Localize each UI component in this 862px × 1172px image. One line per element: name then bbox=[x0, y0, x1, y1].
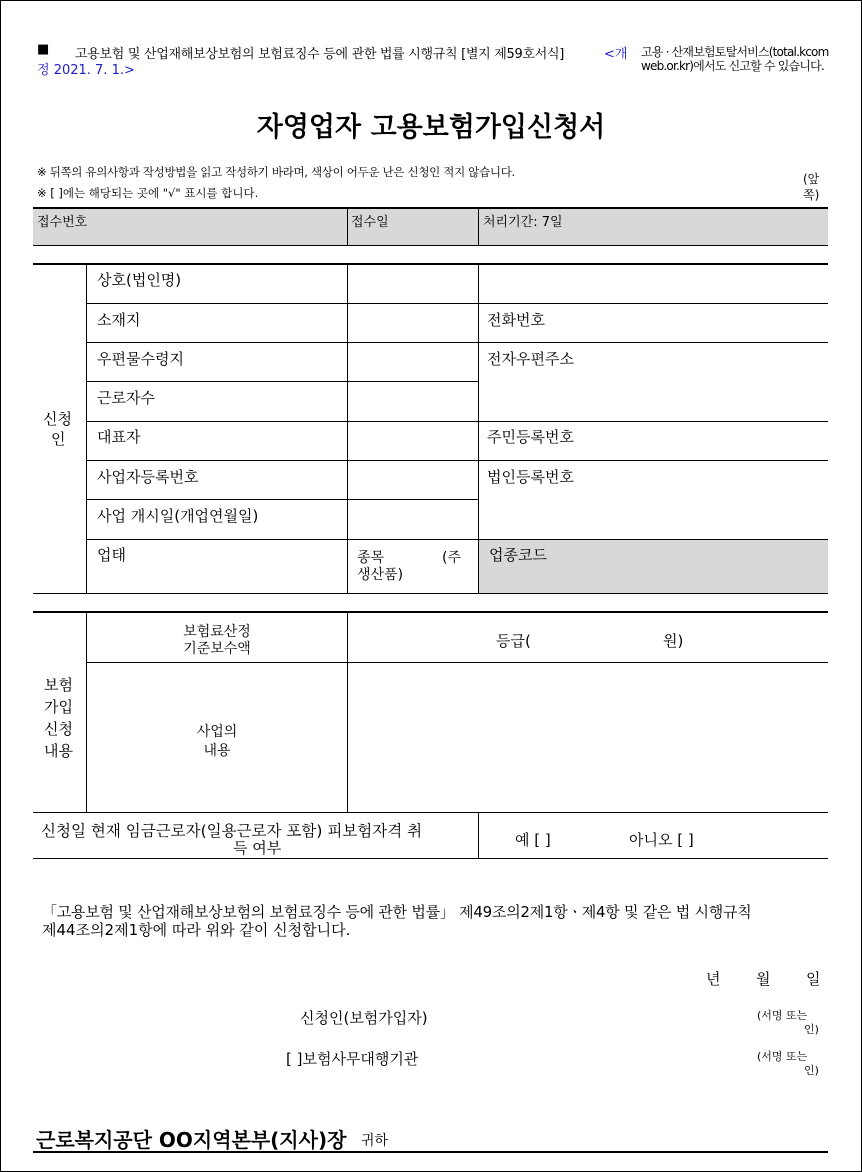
recipient-name: 근로복지공단 OO지역본부(지사)장 bbox=[36, 1128, 347, 1152]
applicant-signature-label: 신청인(보험가입자) bbox=[300, 1009, 428, 1027]
corporate-number-label: 법인등록번호 bbox=[487, 468, 574, 486]
page-side-label: (앞 bbox=[803, 172, 820, 186]
page-title: 자영업자 고용보험가입신청서 bbox=[256, 112, 606, 143]
header-revision: <개 bbox=[604, 47, 628, 62]
item-paren-label: (주 bbox=[442, 550, 461, 566]
grade-unit-label: 원) bbox=[663, 632, 684, 650]
header-service-line1: 고용 · 산재보험토탈서비스(total.kcom bbox=[641, 45, 829, 59]
business-type-label: 업태 bbox=[97, 546, 126, 564]
wage-worker-no-checkbox[interactable]: 아니오 [ ] bbox=[629, 831, 694, 849]
company-name-label: 상호(법인명) bbox=[97, 271, 182, 289]
grade-label: 등급( bbox=[496, 632, 531, 650]
applicant-section-label-2: 인 bbox=[51, 430, 66, 448]
receipt-date-label: 접수일 bbox=[351, 215, 389, 230]
recipient-suffix: 귀하 bbox=[361, 1133, 389, 1149]
insurance-section-label-3: 신청 bbox=[44, 720, 73, 738]
declaration-line1: 「고용보험 및 산업재해보상보험의 보험료징수 등에 관한 법률」 제49조의2제1항ㆍ제4항 및 같은 법 시행규칙 bbox=[42, 903, 752, 921]
applicant-sign-hint-2: 인) bbox=[804, 1023, 819, 1036]
note-line2: ※ [ ]에는 해당되는 곳에 "√" 표시를 합니다. bbox=[37, 186, 259, 200]
header-service-line2: web.or.kr)에서도 신고할 수 있습니다. bbox=[641, 59, 824, 73]
agency-signature-checkbox[interactable]: [ ]보험사무대행기관 bbox=[286, 1050, 419, 1068]
industry-code-label: 업종코드 bbox=[489, 546, 547, 564]
wage-worker-yes-checkbox[interactable]: 예 [ ] bbox=[515, 831, 551, 849]
header-bullet: ■ bbox=[37, 42, 50, 57]
phone-label: 전화번호 bbox=[487, 311, 545, 329]
note-line1: ※ 뒤쪽의 유의사항과 작성방법을 읽고 작성하기 바라며, 색상이 어두운 난은 신청인 적지 않습니다. bbox=[37, 165, 515, 179]
wage-worker-question: 신청일 현재 임금근로자(일용근로자 포함) 피보험자격 취 bbox=[41, 822, 423, 840]
base-pay-label: 보험료산정 bbox=[183, 624, 251, 640]
page-side-label-2: 쪽) bbox=[803, 188, 820, 202]
applicant-sign-hint: (서명 또는 bbox=[757, 1009, 808, 1022]
insurance-section-label: 보험 bbox=[44, 676, 73, 694]
workers-label: 근로자수 bbox=[97, 389, 155, 407]
agency-sign-hint: (서명 또는 bbox=[757, 1050, 808, 1063]
email-label: 전자우편주소 bbox=[487, 350, 574, 368]
business-content-label-2: 내용 bbox=[203, 743, 231, 759]
wage-worker-question-2: 득 여부 bbox=[233, 839, 282, 857]
base-pay-label-2: 기준보수액 bbox=[183, 641, 251, 657]
business-number-label: 사업자등록번호 bbox=[97, 468, 199, 486]
header-law-reference: 고용보험 및 산업재해보상보험의 보험료징수 등에 관한 법률 시행규칙 [별지 제59호서식] bbox=[75, 47, 565, 62]
processing-period-label: 처리기간: 7일 bbox=[483, 215, 563, 230]
date-day-label: 일 bbox=[806, 970, 821, 988]
header-revision-date: 정 2021. 7. 1.> bbox=[37, 63, 135, 78]
business-content-label: 사업의 bbox=[196, 724, 238, 740]
applicant-section-label: 신청 bbox=[43, 410, 72, 428]
insurance-section-label-4: 내용 bbox=[44, 742, 73, 760]
date-year-label: 년 bbox=[706, 970, 721, 988]
insurance-section-label-2: 가입 bbox=[44, 698, 73, 716]
declaration-line2: 제44조의2제1항에 따라 위와 같이 신청합니다. bbox=[42, 921, 351, 939]
agency-sign-hint-2: 인) bbox=[804, 1064, 819, 1077]
address-label: 소재지 bbox=[97, 311, 141, 329]
item-label: 종목 bbox=[357, 550, 385, 566]
representative-label: 대표자 bbox=[97, 428, 141, 446]
item-label-2: 생산품) bbox=[357, 567, 404, 583]
receipt-number-label: 접수번호 bbox=[37, 215, 88, 230]
start-date-label: 사업 개시일(개업연월일) bbox=[97, 507, 259, 525]
resident-number-label: 주민등록번호 bbox=[487, 428, 574, 446]
mail-address-label: 우편물수령지 bbox=[97, 350, 184, 368]
receipt-shade bbox=[33, 208, 828, 245]
date-month-label: 월 bbox=[756, 970, 771, 988]
